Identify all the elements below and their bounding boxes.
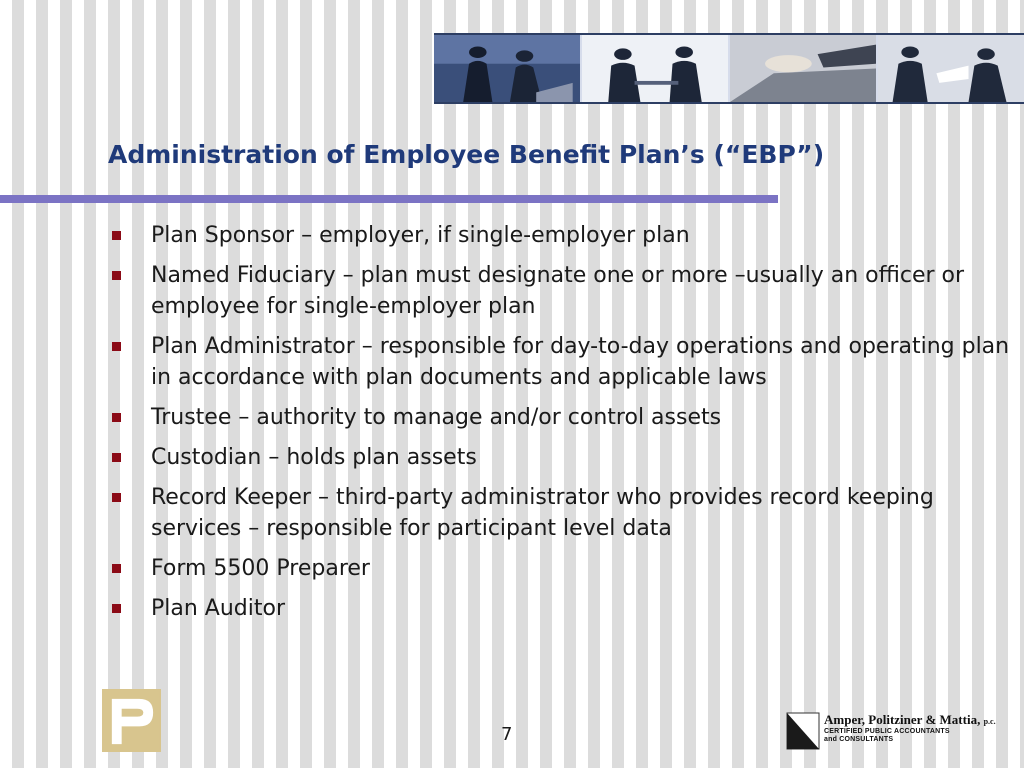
photo-hands-keyboard bbox=[730, 35, 878, 102]
bullet-text: Plan Auditor bbox=[151, 596, 285, 621]
firm-tagline-line-1: CERTIFIED PUBLIC ACCOUNTANTS bbox=[824, 728, 950, 735]
photo-office-discussion bbox=[878, 35, 1024, 102]
bullet-item bbox=[112, 260, 1012, 322]
firm-tagline-line-2: and CONSULTANTS bbox=[824, 736, 894, 743]
square-bullet-icon bbox=[112, 604, 121, 613]
square-bullet-icon bbox=[112, 231, 121, 240]
page-number: 7 bbox=[501, 724, 513, 745]
square-bullet-icon bbox=[112, 564, 121, 573]
square-bullet-icon bbox=[112, 493, 121, 502]
firm-name-text: Amper, Politziner & Mattia, bbox=[824, 712, 981, 727]
bullet-item bbox=[112, 220, 1012, 251]
bullet-text: Form 5500 Preparer bbox=[151, 556, 370, 581]
title-underline-rule bbox=[0, 195, 778, 203]
bullet-item bbox=[112, 331, 1012, 393]
photo-business-people-walking bbox=[434, 35, 582, 102]
firm-mark-icon bbox=[786, 712, 820, 750]
bullet-text: Named Fiduciary – plan must designate one or more –usually an officer or employee for single-employer plan bbox=[151, 263, 965, 319]
bullet-text: Plan Sponsor – employer, if single-employer plan bbox=[151, 223, 690, 248]
photo-meeting-conversation bbox=[582, 35, 730, 102]
header-photo-strip bbox=[434, 33, 1024, 104]
square-bullet-icon bbox=[112, 413, 121, 422]
bullet-text: Trustee – authority to manage and/or control assets bbox=[151, 405, 722, 430]
bullet-item bbox=[112, 482, 1012, 544]
bullet-text: Custodian – holds plan assets bbox=[151, 445, 477, 470]
bullet-text: Plan Administrator – responsible for day-to-day operations and operating plan in accordance with plan documents and applicable laws bbox=[151, 334, 1010, 390]
bullet-item bbox=[112, 442, 1012, 473]
firm-monogram-logo bbox=[102, 689, 161, 752]
firm-suffix: p.c. bbox=[983, 717, 996, 726]
square-bullet-icon bbox=[112, 342, 121, 351]
bullet-item bbox=[112, 593, 1012, 624]
firm-logo bbox=[786, 712, 996, 750]
firm-text-block bbox=[824, 712, 996, 744]
firm-name bbox=[824, 712, 996, 728]
bullet-item bbox=[112, 553, 1012, 584]
bullet-item bbox=[112, 402, 1012, 433]
bullet-list bbox=[112, 220, 1012, 633]
square-bullet-icon bbox=[112, 453, 121, 462]
slide-title: Administration of Employee Benefit Plan’s (“EBP”) bbox=[108, 140, 825, 169]
bullet-text: Record Keeper – third-party administrator who provides record keeping services – responsible for participant level data bbox=[151, 485, 934, 541]
square-bullet-icon bbox=[112, 271, 121, 280]
